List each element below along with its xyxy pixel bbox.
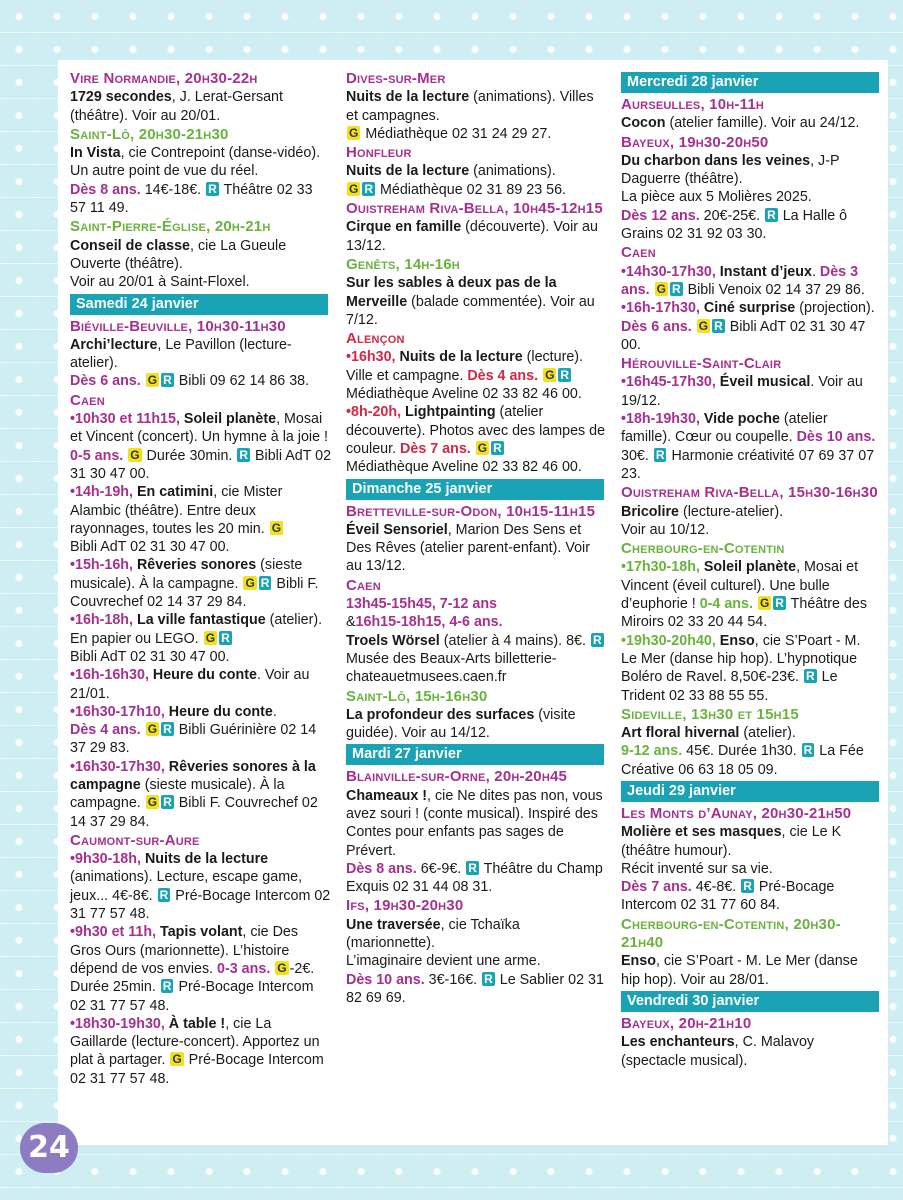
event-title: Rêveries sonores bbox=[136, 557, 257, 574]
day-header: Samedi 24 janvier bbox=[70, 294, 328, 315]
free-badge: G bbox=[349, 181, 359, 196]
event-details: -2€. Durée 25min. bbox=[70, 960, 315, 996]
event-description: (balade commentée). Voir au 7/12. bbox=[346, 293, 595, 328]
event-location: Caen bbox=[70, 391, 105, 409]
event-description: , Mosai et Vincent (concert). Un hymne à la joie ! bbox=[70, 411, 329, 446]
reservation-badge: R bbox=[655, 447, 665, 462]
reservation-badge: R bbox=[364, 181, 374, 196]
event-title: Chameaux ! bbox=[346, 787, 428, 804]
price: 14€-18€. bbox=[140, 181, 206, 198]
event-description: , cie S’Poart - M. Le Mer (danse hip hop). Voir au 28/01. bbox=[621, 953, 858, 988]
age-label: Dès 10 ans. bbox=[796, 429, 876, 446]
event-title: La profondeur des surfaces bbox=[346, 706, 535, 723]
venue: Théâtre du Champ Exquis 02 31 44 08 31. bbox=[346, 860, 603, 896]
free-badge: G bbox=[147, 373, 158, 388]
venue: Bibli AdT 02 31 30 47 00. bbox=[70, 447, 332, 482]
page-number: 24 bbox=[20, 1123, 78, 1173]
age-label: Dès 4 ans. bbox=[70, 722, 141, 739]
event-location: Cherbourg-en-Cotentin, 20h30-21h40 bbox=[621, 915, 841, 952]
event-title: Éveil musical bbox=[719, 374, 811, 391]
reservation-badge: R bbox=[468, 860, 477, 875]
event-location: Hérouville-Saint-Clair bbox=[621, 355, 782, 373]
event-description: , cie La Gueule Ouverte (théâtre). bbox=[70, 237, 287, 272]
event-location: Alençon bbox=[346, 330, 405, 348]
event-time: •16h30-17h10, bbox=[70, 703, 169, 720]
event-entry bbox=[346, 330, 608, 476]
column-1 bbox=[70, 70, 332, 1089]
age-label: Dès 12 ans. bbox=[621, 207, 700, 224]
event-description: (animations). Villes et campagnes. bbox=[346, 89, 594, 124]
free-badge: G bbox=[130, 447, 140, 462]
age-label: 9-12 ans. bbox=[621, 743, 683, 760]
event-description: (projection). bbox=[795, 300, 875, 317]
event-time: •16h-17h30, bbox=[621, 300, 704, 317]
age-label: Dès 8 ans. bbox=[346, 860, 417, 877]
event-location: Bretteville-sur-Odon, 10h15-11h15 bbox=[346, 502, 596, 520]
event-location: Caen bbox=[621, 244, 656, 262]
reservation-badge: R bbox=[221, 630, 230, 645]
price: 4€-8€. bbox=[691, 879, 741, 896]
reservation-badge: R bbox=[560, 367, 570, 382]
event-entry bbox=[621, 484, 879, 539]
venue: Pré-Bocage Intercom 02 31 77 57 48. bbox=[70, 979, 314, 1014]
event-title: Nuits de la lecture bbox=[144, 851, 269, 868]
event-entry bbox=[621, 96, 879, 133]
free-badge: G bbox=[147, 722, 158, 737]
free-badge: G bbox=[698, 318, 709, 333]
event-time: •16h30-17h30, bbox=[70, 758, 169, 775]
reservation-badge: R bbox=[163, 373, 172, 388]
reservation-badge: R bbox=[162, 979, 172, 994]
event-description: (lecture). Ville et campagne. bbox=[346, 349, 584, 384]
event-description: (atelier découverte). Photos avec des lampes de couleur. bbox=[346, 404, 606, 457]
event-entry bbox=[621, 916, 879, 989]
free-badge: G bbox=[172, 1052, 182, 1067]
venue: Bibli AdT 02 31 30 47 00. bbox=[70, 539, 230, 556]
event-location: Caumont-sur-Aure bbox=[70, 831, 200, 849]
reservation-badge: R bbox=[775, 596, 784, 611]
event-entry bbox=[70, 832, 332, 1088]
event-entry bbox=[621, 540, 879, 705]
age-label: 0-4 ans. bbox=[699, 596, 753, 613]
event-location: Blainville-sur-Orne, 20h-20h45 bbox=[346, 768, 568, 786]
event-description: . bbox=[811, 263, 820, 280]
event-location: Ouistreham Riva-Bella, 15h30-16h30 bbox=[621, 484, 878, 502]
venue: Bibli Venoix 02 14 37 29 86. bbox=[683, 281, 865, 298]
event-title: Bricolire bbox=[621, 503, 680, 520]
event-description: , cie Ne dites pas non, vous avez souri ! (conte musical). Inspiré des Contes pour enfants pas sages de Prévert. bbox=[346, 787, 603, 859]
event-time: 13h45-15h45, 7-12 ans bbox=[346, 596, 498, 613]
event-entry bbox=[346, 577, 608, 687]
event-entry bbox=[621, 355, 879, 483]
event-location: Vire Normandie, 20h30-22h bbox=[70, 70, 258, 87]
event-description: (animations). Lecture, escape game, jeux... 4€-8€. bbox=[70, 869, 303, 904]
event-location: Ifs, 19h30-20h30 bbox=[346, 897, 464, 915]
event-location: Les Monts d’Aunay, 20h30-21h50 bbox=[621, 804, 852, 822]
event-time: •14h30-17h30, bbox=[621, 263, 720, 280]
reservation-badge: R bbox=[484, 971, 493, 986]
event-title: La ville fantastique bbox=[136, 612, 266, 629]
column-3 bbox=[621, 70, 879, 1071]
event-description: (animations). bbox=[469, 163, 556, 180]
venue: Théâtre 02 33 57 11 49. bbox=[70, 181, 313, 217]
free-badge: G bbox=[147, 795, 158, 810]
event-title: Soleil planète bbox=[183, 411, 277, 428]
event-time: •16h45-17h30, bbox=[621, 374, 720, 391]
reservation-badge: R bbox=[163, 795, 172, 810]
event-description: , C. Malavoy (spectacle musical). bbox=[621, 1034, 815, 1069]
venue: Bibli AdT 02 31 30 47 00. bbox=[621, 318, 866, 353]
event-title: Cirque en famille bbox=[346, 219, 462, 236]
event-description: , J. Lerat-Gersant (théâtre). Voir au 20/01. bbox=[70, 89, 283, 124]
event-title: Sur les sables à deux pas de la Merveille bbox=[346, 275, 557, 310]
price: 20€-25€. bbox=[699, 207, 765, 224]
event-title: Ciné surprise bbox=[703, 300, 796, 317]
reservation-badge: R bbox=[159, 887, 169, 902]
event-location: Dives-sur-Mer bbox=[346, 70, 446, 87]
venue: Bibli F. Couvrechef 02 14 37 29 84. bbox=[70, 575, 319, 611]
event-entry bbox=[621, 805, 879, 915]
reservation-badge: R bbox=[260, 575, 270, 590]
event-location: Caen bbox=[346, 576, 381, 594]
reservation-badge: R bbox=[671, 281, 681, 296]
event-title: Art floral hivernal bbox=[621, 725, 740, 742]
event-description: , cie Mister Alambic (théâtre). Entre deux rayonnages, toutes les 20 min. bbox=[70, 484, 283, 537]
reservation-badge: R bbox=[803, 743, 813, 758]
event-location: Saint-Lô, 15h-16h30 bbox=[346, 687, 488, 705]
event-entry bbox=[346, 256, 608, 329]
venue: Médiathèque 02 31 89 23 56. bbox=[376, 181, 567, 198]
event-title: Archi’lecture bbox=[70, 336, 158, 353]
age-label: Dès 3 ans. bbox=[621, 263, 859, 298]
event-title: À table ! bbox=[168, 1015, 226, 1032]
event-location: Sideville, 13h30 et 15h15 bbox=[621, 705, 799, 723]
event-time: •16h-16h30, bbox=[70, 667, 153, 684]
day-header: Vendredi 30 janvier bbox=[621, 991, 879, 1012]
venue: Pré-Bocage Intercom 02 31 77 57 48. bbox=[70, 1052, 324, 1087]
event-time: •18h30-19h30, bbox=[70, 1015, 169, 1032]
price: 6€-9€. bbox=[416, 860, 466, 877]
age-label: 0-5 ans. bbox=[70, 447, 124, 464]
event-description: Voir au 10/12. bbox=[621, 521, 710, 538]
event-description: , cie S’Poart - M. Le Mer (danse hip hop). L’hypnotique Boléro de Ravel. 8,50€-23€. bbox=[621, 632, 861, 686]
event-entry bbox=[70, 126, 332, 217]
age-label: Dès 4 ans. bbox=[467, 367, 539, 384]
event-title: Nuits de la lecture bbox=[399, 349, 523, 366]
reservation-badge: R bbox=[743, 879, 752, 894]
event-description: , cie Contrepoint (danse-vidéo). Un autre point de vue du réel. bbox=[70, 145, 321, 180]
age-label: Dès 6 ans. bbox=[621, 318, 692, 335]
age-label: Dès 7 ans. bbox=[621, 879, 692, 896]
age-label: Dès 6 ans. bbox=[70, 373, 141, 390]
free-badge: G bbox=[759, 596, 770, 611]
reservation-badge: R bbox=[714, 318, 723, 333]
event-title: Nuits de la lecture bbox=[346, 89, 470, 106]
event-description: (visite guidée). Voir au 14/12. bbox=[346, 706, 576, 742]
event-description: (atelier famille). Voir au 24/12. bbox=[665, 115, 860, 132]
event-location: Honfleur bbox=[346, 144, 412, 162]
venue: Médiathèque Aveline 02 33 82 46 00. bbox=[346, 386, 582, 403]
event-time: •9h30-18h, bbox=[70, 851, 145, 868]
event-title: Heure du conte bbox=[168, 703, 273, 720]
venue: Pré-Bocage Intercom 02 31 77 60 84. bbox=[621, 879, 835, 914]
event-description: (atelier à 4 mains). 8€. bbox=[439, 632, 590, 649]
venue: Pré-Bocage Intercom 02 31 77 57 48. bbox=[70, 887, 331, 923]
price: 30€. bbox=[621, 447, 653, 464]
event-title: Les enchanteurs bbox=[621, 1034, 735, 1051]
age-label: 0-3 ans. bbox=[217, 960, 271, 977]
event-time: •15h-16h, bbox=[70, 557, 137, 574]
event-entry bbox=[70, 318, 332, 391]
event-time: •10h30 et 11h15, bbox=[70, 411, 184, 428]
event-entry bbox=[346, 200, 608, 255]
event-description: (sieste musicale). À la campagne. bbox=[70, 557, 303, 592]
event-entry bbox=[346, 897, 608, 1007]
event-description: , cie Tchaïka (marionnette). bbox=[346, 916, 520, 952]
event-description: (lecture-atelier). bbox=[679, 503, 784, 520]
reservation-badge: R bbox=[592, 632, 602, 647]
event-entry bbox=[621, 706, 879, 779]
reservation-badge: R bbox=[493, 440, 502, 455]
event-entry bbox=[70, 218, 332, 291]
free-badge: G bbox=[656, 281, 666, 296]
event-description: (atelier). bbox=[739, 725, 796, 742]
venue: Médiathèque 02 31 24 29 27. bbox=[361, 125, 552, 142]
event-entry bbox=[346, 768, 608, 896]
event-title: Molière et ses masques bbox=[621, 824, 782, 841]
event-time: 16h15-18h15, 4-6 ans. bbox=[355, 614, 503, 631]
event-time: •9h30 et 11h, bbox=[70, 924, 161, 941]
event-entry bbox=[621, 1015, 879, 1070]
event-description: L’imaginaire devient une arme. bbox=[346, 953, 541, 970]
free-badge: G bbox=[271, 520, 282, 535]
venue: Le Trident 02 33 88 55 55. bbox=[621, 669, 838, 704]
event-location: Bayeux, 19h30-20h50 bbox=[621, 133, 769, 151]
free-badge: G bbox=[349, 125, 359, 140]
event-description: Récit inventé sur sa vie. bbox=[621, 860, 773, 877]
event-time: •16h30, bbox=[346, 349, 400, 366]
event-entry bbox=[70, 392, 332, 831]
event-title: Tapis volant bbox=[160, 924, 243, 941]
column-2 bbox=[346, 70, 608, 1008]
day-header: Dimanche 25 janvier bbox=[346, 479, 604, 500]
free-badge: G bbox=[545, 367, 555, 382]
venue: Bibli 09 62 14 86 38. bbox=[174, 373, 310, 390]
free-badge: G bbox=[277, 960, 287, 975]
event-time: •18h-19h30, bbox=[621, 411, 704, 428]
event-title: Enso bbox=[719, 632, 755, 649]
event-title: Troels Wörsel bbox=[346, 632, 440, 649]
event-entry bbox=[346, 503, 608, 576]
event-title: Lightpainting bbox=[405, 404, 496, 421]
event-description: , Marion Des Sens et Des Rêves (atelier parent-enfant). Voir au 13/12. bbox=[346, 521, 590, 575]
price: 3€-16€. bbox=[424, 971, 482, 988]
venue: Médiathèque Aveline 02 33 82 46 00. bbox=[346, 459, 582, 476]
reservation-badge: R bbox=[208, 181, 217, 196]
event-title: Heure du conte bbox=[152, 667, 257, 684]
event-title: Éveil Sensoriel bbox=[346, 521, 448, 538]
venue: Harmonie créativité 07 69 37 07 23. bbox=[621, 447, 875, 482]
reservation-badge: R bbox=[767, 207, 776, 222]
event-entry bbox=[346, 70, 608, 143]
day-header: Mardi 27 janvier bbox=[346, 744, 604, 765]
event-description: (atelier). En papier ou LEGO. bbox=[70, 612, 323, 647]
event-entry bbox=[621, 134, 879, 244]
event-title: Cocon bbox=[621, 115, 666, 132]
event-title: Vide poche bbox=[703, 411, 780, 428]
event-title: Enso bbox=[621, 953, 656, 970]
price: 45€. Durée 1h30. bbox=[682, 743, 801, 760]
event-description: (sieste musicale). À la campagne. bbox=[70, 776, 285, 812]
event-description: . bbox=[272, 703, 277, 720]
event-title: Nuits de la lecture bbox=[346, 163, 470, 180]
event-location: Genêts, 14h-16h bbox=[346, 255, 460, 273]
event-details: Durée 30min. bbox=[142, 447, 237, 464]
event-time: •8h-20h, bbox=[346, 404, 406, 421]
event-entry bbox=[346, 688, 608, 743]
event-location: Biéville-Beuville, 10h30-11h30 bbox=[70, 317, 286, 335]
venue: Le Sablier 02 31 82 69 69. bbox=[346, 971, 604, 1006]
event-description: . Voir au 19/12. bbox=[621, 374, 863, 409]
venue: Voir au 20/01 à Saint-Floxel. bbox=[70, 274, 250, 291]
event-description: (découverte). Voir au 13/12. bbox=[346, 219, 598, 254]
event-location: Aurseulles, 10h-11h bbox=[621, 96, 765, 113]
ampersand: & bbox=[346, 614, 356, 631]
event-title: In Vista bbox=[70, 145, 121, 162]
age-label: Dès 8 ans. bbox=[70, 181, 141, 198]
event-location: Cherbourg-en-Cotentin bbox=[621, 540, 785, 558]
reservation-badge: R bbox=[806, 669, 815, 684]
event-description: , J-P Daguerre (théâtre). bbox=[621, 152, 840, 188]
event-time: •17h30-18h, bbox=[621, 559, 704, 576]
venue: La Fée Créative 06 63 18 05 09. bbox=[621, 743, 864, 778]
event-description: . Voir au 21/01. bbox=[70, 667, 310, 702]
venue: Bibli Guérinière 02 14 37 29 83. bbox=[70, 722, 317, 757]
event-time: •16h-18h, bbox=[70, 612, 137, 629]
event-entry bbox=[70, 70, 332, 125]
venue: Théâtre des Miroirs 02 33 20 44 54. bbox=[621, 596, 867, 631]
reservation-badge: R bbox=[239, 447, 249, 462]
event-description: , Mosai et Vincent (éveil culturel). Une bulle d’euphorie ! bbox=[621, 559, 859, 613]
event-description: , Le Pavillon (lecture-atelier). bbox=[70, 336, 292, 372]
event-description: , cie La Gaillarde (lecture-concert). Apportez un plat à partager. bbox=[70, 1015, 320, 1069]
free-badge: G bbox=[245, 575, 255, 590]
event-entry bbox=[621, 244, 879, 354]
event-description: La pièce aux 5 Molières 2025. bbox=[621, 189, 812, 206]
free-badge: G bbox=[205, 630, 216, 645]
event-location: Saint-Lô, 20h30-21h30 bbox=[70, 125, 229, 143]
event-title: Une traversée bbox=[346, 916, 441, 933]
event-title: Instant d’jeux bbox=[719, 263, 812, 280]
event-title: Rêveries sonores à la campagne bbox=[70, 758, 316, 793]
reservation-badge: R bbox=[163, 722, 172, 737]
age-label: Dès 10 ans. bbox=[346, 971, 425, 988]
event-title: Soleil planète bbox=[703, 559, 797, 576]
venue: Bibli F. Couvrechef 02 14 37 29 84. bbox=[70, 795, 318, 830]
event-title: En catimini bbox=[136, 484, 214, 501]
event-location: Bayeux, 20h-21h10 bbox=[621, 1014, 752, 1032]
free-badge: G bbox=[477, 440, 488, 455]
event-location: Saint-Pierre-Église, 20h-21h bbox=[70, 218, 271, 236]
event-description: , cie Des Gros Ours (marionnette). L’histoire dépend de vos envies. bbox=[70, 924, 299, 977]
day-header: Mercredi 28 janvier bbox=[621, 72, 879, 93]
event-time: •14h-19h, bbox=[70, 484, 137, 501]
event-location: Ouistreham Riva-Bella, 10h45-12h15 bbox=[346, 200, 603, 218]
event-time: •19h30-20h40, bbox=[621, 632, 720, 649]
venue: La Halle ô Grains 02 31 92 03 30. bbox=[621, 207, 848, 243]
event-title: Conseil de classe bbox=[70, 237, 190, 254]
event-title: Du charbon dans les veines bbox=[621, 152, 811, 169]
age-label: Dès 7 ans. bbox=[400, 440, 471, 457]
event-title: 1729 secondes bbox=[70, 89, 172, 106]
venue: Bibli AdT 02 31 30 47 00. bbox=[70, 648, 230, 665]
venue: Musée des Beaux-Arts billetterie-chateauetmusees.caen.fr bbox=[346, 650, 557, 686]
event-description: (atelier famille). Cœur ou coupelle. bbox=[621, 411, 828, 446]
event-entry bbox=[346, 144, 608, 199]
event-description: , cie Le K (théâtre humour). bbox=[621, 824, 842, 859]
day-header: Jeudi 29 janvier bbox=[621, 781, 879, 802]
